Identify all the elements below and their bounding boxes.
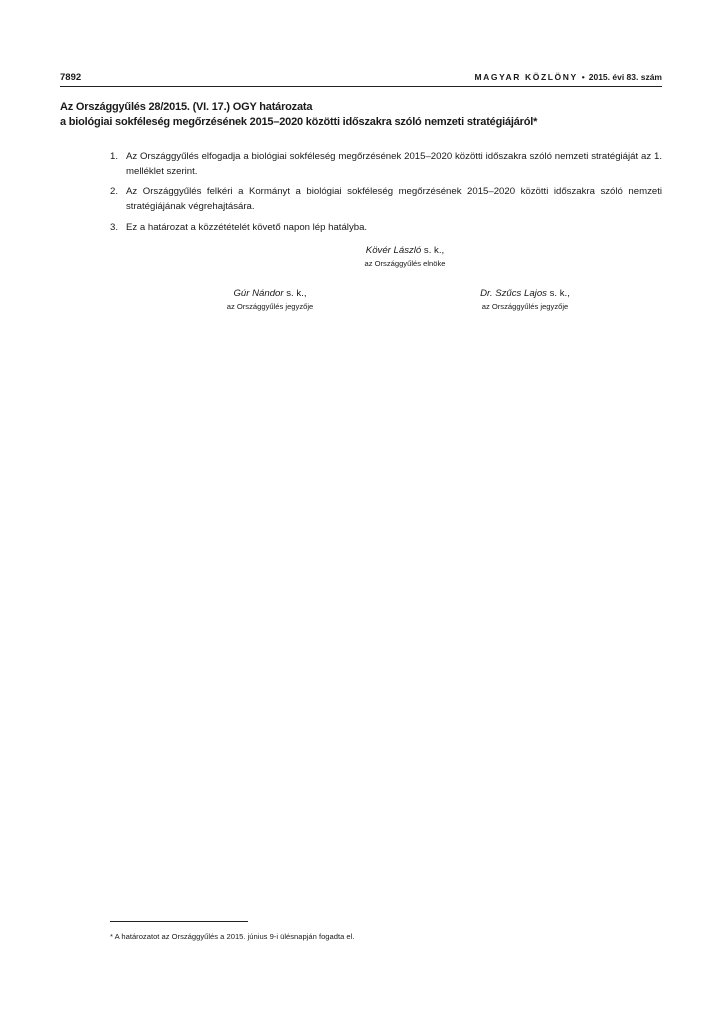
resolution-items [110, 150, 662, 242]
header-rule [60, 86, 662, 87]
signature-notary-right [425, 288, 625, 311]
issue-number: 2015. évi 83. szám [588, 72, 662, 82]
title-line-1: Az Országgyűlés 28/2015. (VI. 17.) OGY határozata [60, 101, 313, 113]
resolution-title [60, 100, 662, 130]
item-text: Ez a határozat a közzétételét követő napon lép hatályba. [126, 221, 368, 233]
journal-name: MAGYAR KÖZLÖNY [474, 72, 578, 82]
item-number: 3. [110, 221, 119, 233]
signature-name [305, 245, 505, 256]
footnote-rule [110, 921, 248, 922]
signer-suffix: s. k., [546, 288, 570, 299]
signer-suffix: s. k., [283, 288, 307, 299]
title-line-2: a biológiai sokféleség megőrzésének 2015–2020 közötti időszakra szóló nemzeti stratégiájáról* [60, 116, 538, 128]
signature-name [425, 288, 625, 299]
item-number: 2. [110, 186, 119, 198]
item-text: Az Országgyűlés felkéri a Kormányt a biológiai sokféleség megőrzésének 2015–2020 közötti időszakra szóló nemzeti stratégiájának végrehajtására. [126, 186, 662, 213]
list-item [110, 150, 662, 179]
running-head [474, 72, 662, 82]
signer-name: Gúr Nándor [233, 288, 284, 299]
page-number: 7892 [60, 72, 82, 83]
signer-role: az Országgyűlés jegyzője [481, 302, 569, 311]
item-text: Az Országgyűlés elfogadja a biológiai sokféleség megőrzésének 2015–2020 közötti időszakra szóló nemzeti stratégiáját az 1. melléklet szerint. [126, 151, 662, 177]
item-number: 1. [110, 151, 119, 162]
signature-name [170, 288, 370, 299]
signature-speaker [305, 245, 505, 268]
header-bullet: • [581, 72, 585, 82]
signer-name: Dr. Szűcs Lajos [480, 288, 547, 299]
list-item [110, 221, 662, 236]
signature-notary-left [170, 288, 370, 311]
list-item [110, 185, 662, 214]
signer-role: az Országgyűlés elnöke [364, 259, 446, 268]
signer-suffix: s. k., [421, 245, 445, 256]
signer-name: Kövér László [365, 245, 422, 256]
footnote: * A határozatot az Országgyűlés a 2015. június 9-i ülésnapján fogadta el. [110, 932, 355, 941]
signer-role: az Országgyűlés jegyzője [226, 302, 314, 311]
